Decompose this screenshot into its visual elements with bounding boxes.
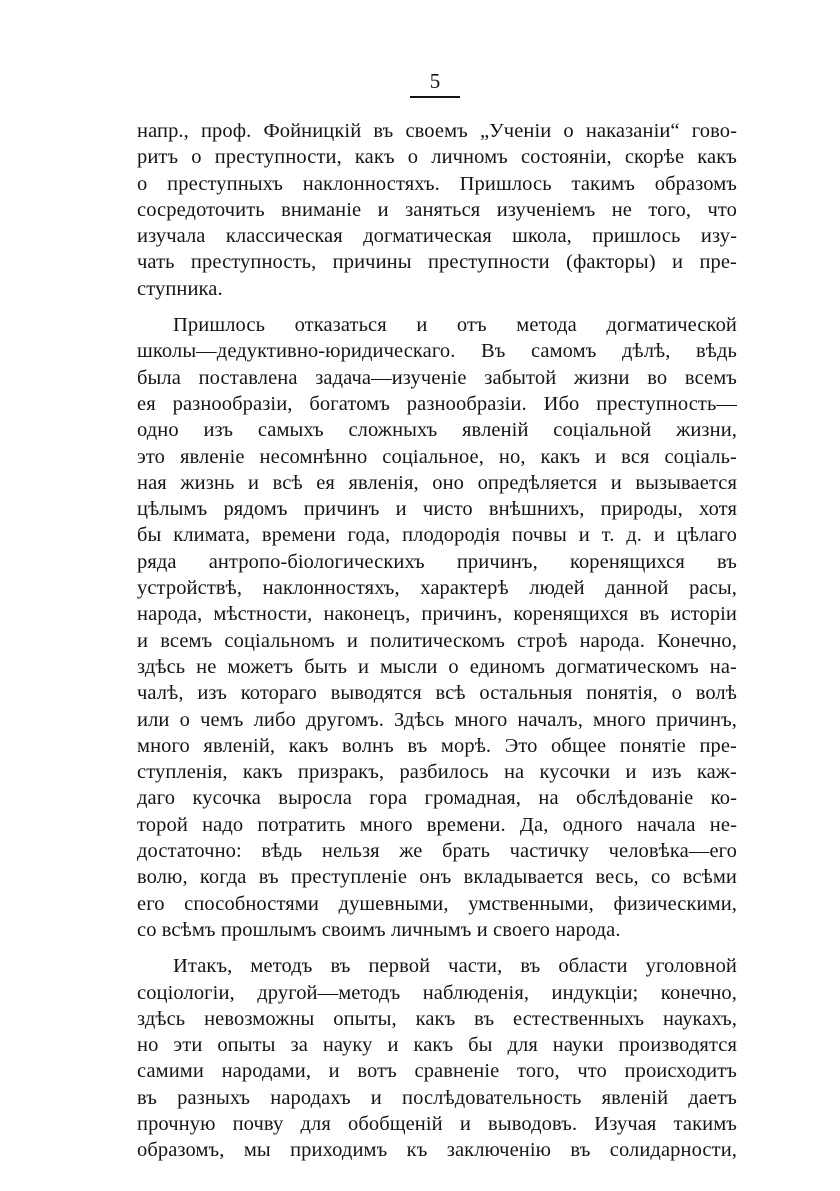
text-line: о преступныхъ наклонностяхъ. Пришлось такимъ образомъ <box>137 172 737 195</box>
text-line: напр., проф. Фойницкій въ своемъ „Ученіи о наказаніи“ гово- <box>137 120 737 142</box>
text-line: но эти опыты за науку и какъ бы для науки производятся <box>137 1034 737 1057</box>
text-line: волю, когда въ преступленіе онъ вкладывается весь, со всѣми <box>137 866 737 889</box>
text-line: здѣсь невозможны опыты, какъ въ естественныхъ наукахъ, <box>137 1007 737 1030</box>
text-line: это явленіе несомнѣнно соціальное, но, какъ и вся соціаль- <box>137 445 737 468</box>
text-line: ряда антропо-біологическихъ причинъ, коренящихся въ <box>137 550 737 573</box>
text-line: школы—дедуктивно-юридическаго. Въ самомъ дѣлѣ, вѣдь <box>137 340 737 363</box>
text-line: здѣсь не можетъ быть и мысли о единомъ догматическомъ на- <box>137 655 737 678</box>
text-line: устройствѣ, наклонностяхъ, характерѣ людей данной расы, <box>137 577 737 600</box>
paragraph <box>137 118 737 302</box>
text-line: ступника. <box>137 277 223 300</box>
text-line: или о чемъ либо другомъ. Здѣсь много началъ, много причинъ, <box>137 708 737 731</box>
text-line: торой надо потратить много времени. Да, одного начала не- <box>137 813 737 836</box>
text-line: Пришлось отказаться и отъ метода догматической <box>173 314 737 337</box>
text-line: даго кусочка выросла гора громадная, на обслѣдованіе ко- <box>137 787 737 810</box>
text-line: ея разнообразіи, богатомъ разнообразіи. Ибо преступность— <box>137 392 737 415</box>
text-line: прочную почву для обобщеній и выводовъ. Изучая такимъ <box>137 1112 737 1135</box>
text-line: ная жизнь и всѣ ея явленія, оно опредѣляется и вызывается <box>137 471 737 494</box>
text-line: была поставлена задача—изученіе забытой жизни во всемъ <box>137 366 737 389</box>
text-line: чать преступность, причины преступности (факторы) и пре- <box>137 251 737 274</box>
text-line: соціологіи, другой—методъ наблюденія, индукціи; конечно, <box>137 981 737 1004</box>
text-line: Итакъ, методъ въ первой части, въ области уголовной <box>173 955 737 978</box>
text-line: достаточно: вѣдь нельзя же брать частичку человѣка—его <box>137 840 737 863</box>
text-line: сосредоточить вниманіе и заняться изученіемъ не того, что <box>137 198 737 221</box>
text-line: ритъ о преступности, какъ о личномъ состояніи, скорѣе какъ <box>137 146 737 169</box>
text-line: въ разныхъ народахъ и послѣдовательность явленій даетъ <box>137 1086 737 1109</box>
text-line: цѣлымъ рядомъ причинъ и чисто внѣшнихъ, природы, хотя <box>137 498 737 521</box>
paragraph <box>137 312 737 943</box>
text-line: ступленія, какъ призракъ, разбилось на кусочки и изъ каж- <box>137 761 737 784</box>
text-line: его способностями душевными, умственными, физическими, <box>137 892 737 915</box>
text-line: и всемъ соціальномъ и политическомъ строѣ народа. Конечно, <box>137 629 737 652</box>
text-line: образомъ, мы приходимъ къ заключенію въ солидарности, <box>137 1139 737 1162</box>
text-line: бы климата, времени года, плодородія почвы и т. д. и цѣлаго <box>137 524 737 547</box>
page-number: 5 <box>410 68 460 98</box>
text-line: чалѣ, изъ котораго выводятся всѣ остальныя понятія, о волѣ <box>137 682 737 705</box>
text-line: изучала классическая догматическая школа, пришлось изу- <box>137 225 737 248</box>
text-line: самими народами, и вотъ сравненіе того, что происходитъ <box>137 1060 737 1083</box>
body-text <box>137 118 737 1164</box>
text-line: народа, мѣстности, наконецъ, причинъ, коренящихся въ исторіи <box>137 603 737 626</box>
text-line: одно изъ самыхъ сложныхъ явленій соціальной жизни, <box>137 419 737 442</box>
paragraph <box>137 953 737 1163</box>
text-line: много явленій, какъ волнъ въ морѣ. Это общее понятіе пре- <box>137 734 737 757</box>
text-line: со всѣмъ прошлымъ своимъ личнымъ и своего народа. <box>137 918 621 941</box>
